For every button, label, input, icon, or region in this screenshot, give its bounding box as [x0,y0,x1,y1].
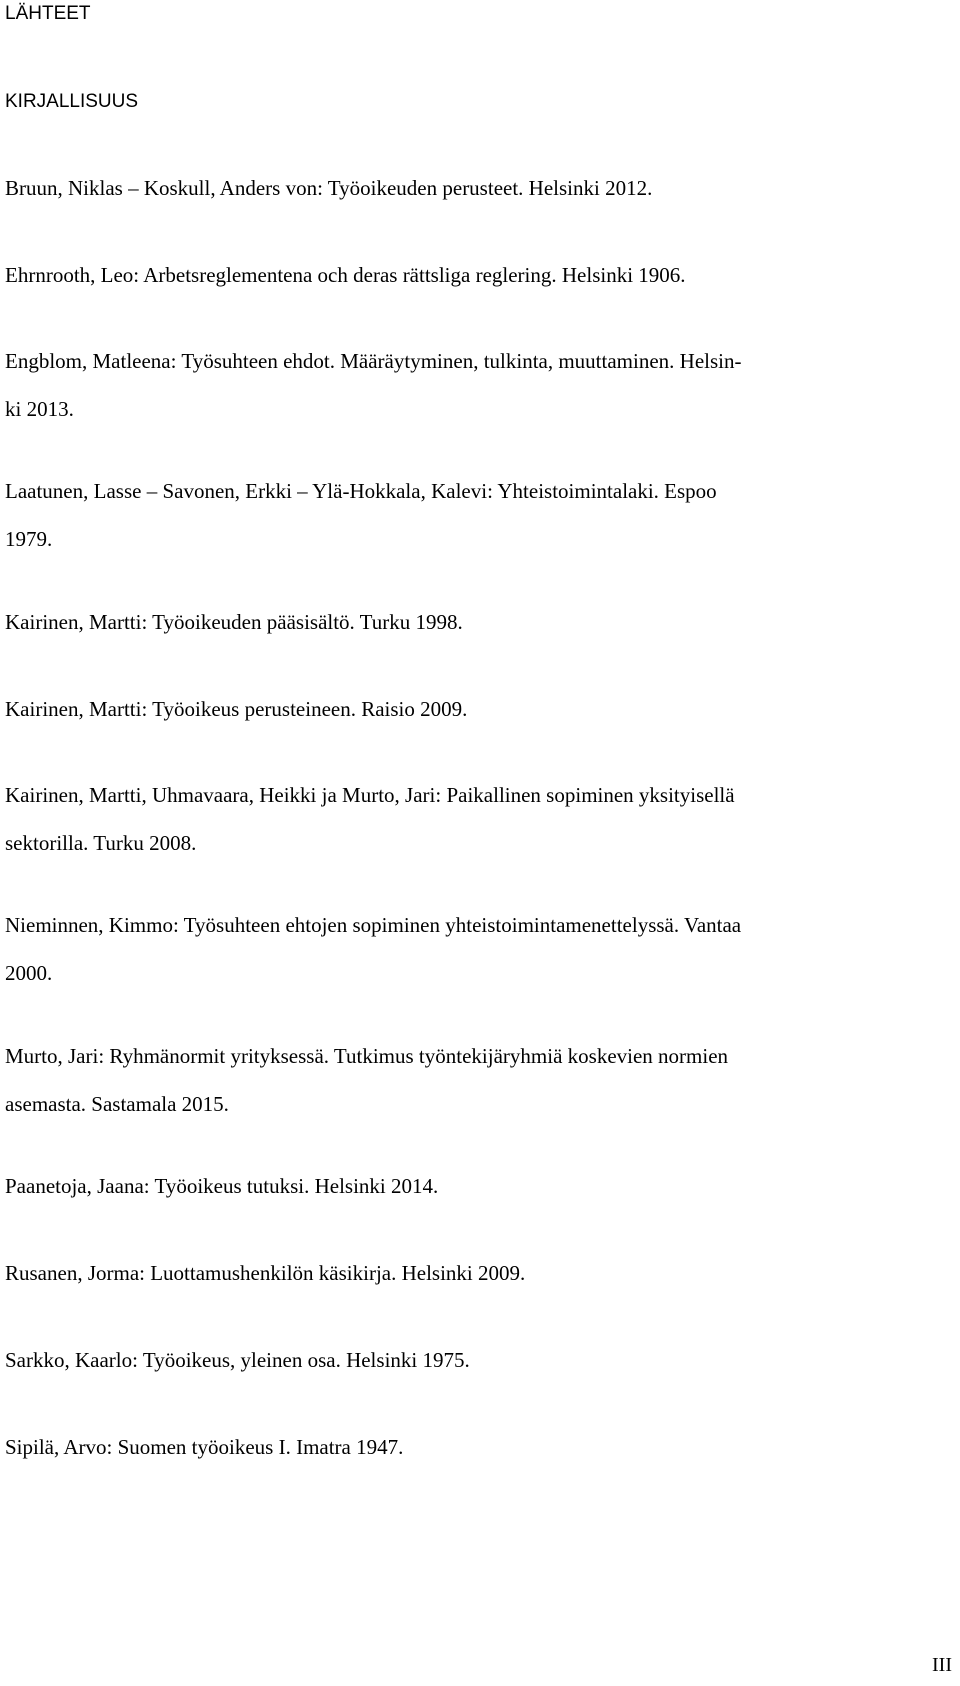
reference-item [5,1435,895,1459]
reference-line: Laatunen, Lasse – Savonen, Erkki – Ylä-Hokkala, Kalevi: Yhteistoimintalaki. Espoo [5,479,717,503]
reference-line: Nieminnen, Kimmo: Työsuhteen ehtojen sopiminen yhteistoimintamenettelyssä. Vantaa [5,913,742,937]
reference-item [5,349,895,421]
reference-item [5,913,895,985]
page-number: III [932,1654,952,1676]
reference-item [5,697,895,721]
section-title: LÄHTEET [5,3,91,24]
subsection-title: KIRJALLISUUS [5,91,139,112]
reference-line: Kairinen, Martti, Uhmavaara, Heikki ja Murto, Jari: Paikallinen sopiminen yksityisellä [5,783,735,807]
reference-line: Engblom, Matleena: Työsuhteen ehdot. Määräytyminen, tulkinta, muuttaminen. Helsin- [5,349,742,373]
reference-line: Rusanen, Jorma: Luottamushenkilön käsikirja. Helsinki 2009. [5,1261,526,1285]
reference-line: Kairinen, Martti: Työoikeus perusteineen. Raisio 2009. [5,697,468,721]
reference-item [5,176,895,200]
reference-item [5,610,895,634]
reference-line: Sipilä, Arvo: Suomen työoikeus I. Imatra 1947. [5,1435,404,1459]
reference-line: Bruun, Niklas – Koskull, Anders von: Työoikeuden perusteet. Helsinki 2012. [5,176,653,200]
reference-line: Ehrnrooth, Leo: Arbetsreglementena och deras rättsliga reglering. Helsinki 1906. [5,263,686,287]
reference-line: ki 2013. [5,397,74,421]
reference-item [5,1174,895,1198]
reference-item [5,263,895,287]
reference-line: Paanetoja, Jaana: Työoikeus tutuksi. Helsinki 2014. [5,1174,439,1198]
reference-item [5,1261,895,1285]
reference-line: 2000. [5,961,53,985]
reference-line: 1979. [5,527,53,551]
reference-line: Kairinen, Martti: Työoikeuden pääsisältö. Turku 1998. [5,610,463,634]
reference-line: sektorilla. Turku 2008. [5,831,197,855]
reference-item [5,1348,895,1372]
reference-line: Murto, Jari: Ryhmänormit yrityksessä. Tutkimus työntekijäryhmiä koskevien normien [5,1044,729,1068]
reference-item [5,479,895,551]
reference-item [5,1044,895,1116]
reference-line: asemasta. Sastamala 2015. [5,1092,229,1116]
reference-item [5,783,895,855]
reference-line: Sarkko, Kaarlo: Työoikeus, yleinen osa. Helsinki 1975. [5,1348,470,1372]
